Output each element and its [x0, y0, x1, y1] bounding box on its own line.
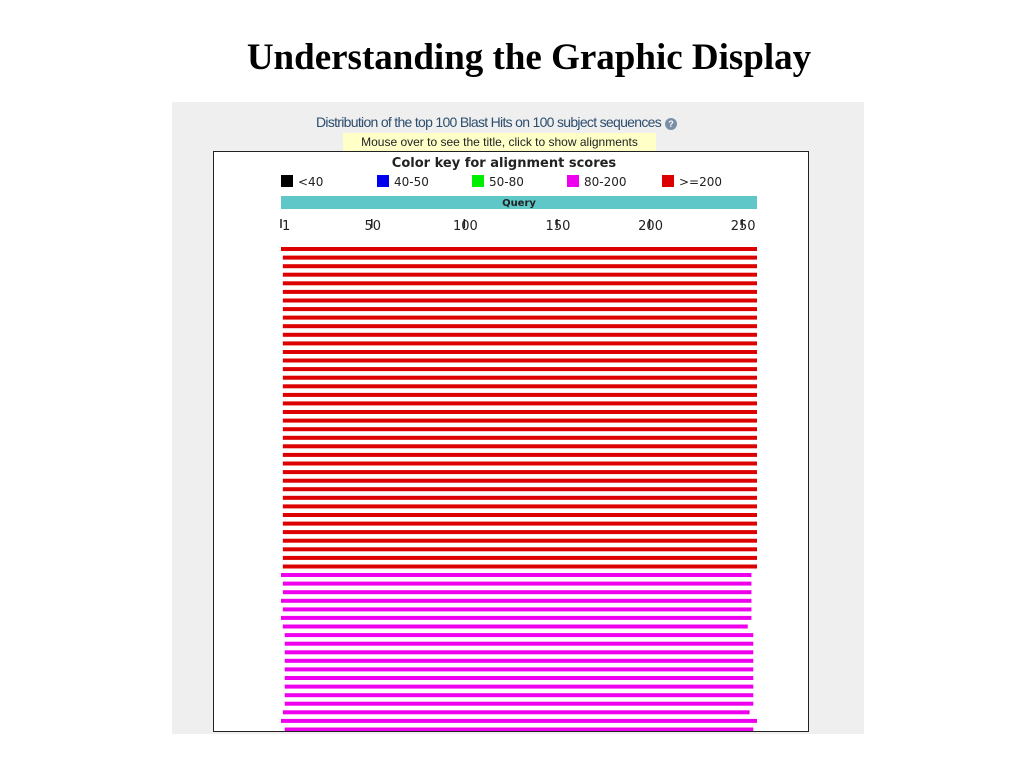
- hit-bar-34[interactable]: [283, 530, 757, 534]
- legend-swatch-50-80: [472, 175, 484, 187]
- hit-bar-21[interactable]: [283, 419, 757, 423]
- hit-bar-49[interactable]: [285, 659, 754, 663]
- hit-bar-3[interactable]: [283, 264, 757, 268]
- slide-title: Understanding the Graphic Display: [246, 37, 812, 78]
- hit-bar-38[interactable]: [283, 565, 757, 569]
- hit-bar-54[interactable]: [285, 702, 754, 706]
- hit-bar-30[interactable]: [283, 496, 757, 500]
- axis-tick-label-50: 50: [364, 219, 382, 234]
- question-icon[interactable]: ?: [665, 118, 677, 130]
- hit-bar-44[interactable]: [281, 616, 751, 620]
- hit-bar-27[interactable]: [283, 470, 757, 474]
- legend-swatch-80-200: [567, 175, 579, 187]
- hit-bar-39[interactable]: [281, 573, 751, 577]
- hit-bar-7[interactable]: [283, 299, 757, 303]
- hit-bar-46[interactable]: [285, 633, 754, 637]
- hit-bar-5[interactable]: [283, 281, 757, 285]
- legend-swatch-40-50: [377, 175, 389, 187]
- axis-tick-label-200: 200: [638, 219, 663, 234]
- hit-bar-53[interactable]: [285, 693, 754, 697]
- hit-bar-41[interactable]: [283, 590, 752, 594]
- distribution-heading: [316, 114, 677, 130]
- hit-bar-31[interactable]: [283, 504, 757, 508]
- color-key-legend: [281, 175, 722, 189]
- hit-bar-57[interactable]: [285, 728, 754, 732]
- legend-swatch-gte-200: [662, 175, 674, 187]
- hit-bar-6[interactable]: [283, 290, 757, 294]
- axis-tick-label-1: 1: [282, 219, 291, 234]
- hit-bar-26[interactable]: [283, 462, 757, 466]
- hit-bar-13[interactable]: [283, 350, 757, 354]
- hit-bar-22[interactable]: [283, 427, 757, 431]
- hit-bar-23[interactable]: [283, 436, 757, 440]
- hit-bars: [281, 247, 757, 731]
- hit-bar-51[interactable]: [285, 676, 754, 680]
- hit-bar-11[interactable]: [283, 333, 757, 337]
- hit-bar-19[interactable]: [283, 401, 757, 405]
- hit-bar-9[interactable]: [283, 316, 757, 320]
- hit-bar-28[interactable]: [283, 479, 757, 483]
- hit-bar-56[interactable]: [281, 719, 757, 723]
- hit-bar-10[interactable]: [283, 324, 757, 328]
- hit-bar-15[interactable]: [283, 367, 757, 371]
- blast-graphic-panel: [172, 102, 864, 734]
- hit-bar-36[interactable]: [283, 547, 757, 551]
- axis-tick-label-250: 250: [730, 219, 756, 234]
- legend-label-80-200: 80-200: [584, 175, 627, 189]
- hit-bar-8[interactable]: [283, 307, 757, 311]
- hit-bar-12[interactable]: [283, 341, 757, 345]
- hit-bar-50[interactable]: [285, 667, 754, 671]
- distribution-heading-text: Distribution of the top 100 Blast Hits on 100 subject sequences: [316, 114, 662, 130]
- mouseover-hint: Mouse over to see the title, click to show alignments: [343, 133, 656, 151]
- legend-label-50-80: 50-80: [489, 175, 524, 189]
- hit-bar-1[interactable]: [281, 247, 757, 251]
- hit-bar-14[interactable]: [283, 359, 757, 363]
- legend-label-40-50: 40-50: [394, 175, 429, 189]
- hit-bar-16[interactable]: [283, 376, 757, 380]
- hit-bar-25[interactable]: [283, 453, 757, 457]
- hit-bar-17[interactable]: [283, 384, 757, 388]
- hit-bar-24[interactable]: [283, 444, 757, 448]
- hit-bar-20[interactable]: [283, 410, 757, 414]
- query-label: Query: [502, 198, 536, 209]
- color-key-title: Color key for alignment scores: [391, 156, 617, 171]
- hit-bar-37[interactable]: [283, 556, 757, 560]
- hit-bar-35[interactable]: [283, 539, 757, 543]
- hit-bar-48[interactable]: [285, 650, 754, 654]
- hit-bar-45[interactable]: [283, 625, 748, 629]
- alignment-chart: [213, 151, 809, 732]
- hit-bar-40[interactable]: [283, 582, 752, 586]
- hit-bar-2[interactable]: [283, 256, 757, 260]
- hit-bar-55[interactable]: [283, 710, 750, 714]
- hit-bar-18[interactable]: [283, 393, 757, 397]
- hit-bar-4[interactable]: [283, 273, 757, 277]
- legend-swatch-lt-40: [281, 175, 293, 187]
- hit-bar-47[interactable]: [285, 642, 754, 646]
- hit-bar-32[interactable]: [283, 513, 757, 517]
- legend-label-lt-40: <40: [298, 175, 324, 189]
- axis-tick-label-150: 150: [545, 219, 571, 234]
- hit-bar-42[interactable]: [281, 599, 751, 603]
- hit-bar-33[interactable]: [283, 522, 757, 526]
- alignment-chart-svg: [214, 152, 808, 731]
- hit-bar-29[interactable]: [283, 487, 757, 491]
- hit-bar-52[interactable]: [285, 685, 754, 689]
- legend-label-gte-200: >=200: [679, 175, 723, 189]
- hit-bar-43[interactable]: [283, 607, 752, 611]
- query-axis: [281, 219, 756, 234]
- axis-tick-label-100: 100: [452, 219, 478, 234]
